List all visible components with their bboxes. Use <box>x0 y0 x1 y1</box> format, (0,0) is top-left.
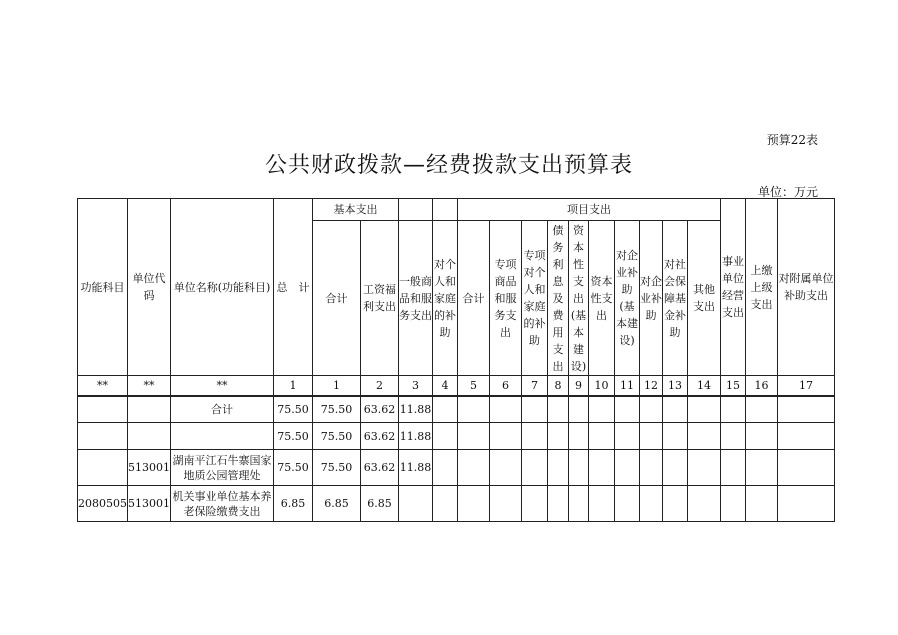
header-blank-2 <box>433 199 458 221</box>
header-capital-basic: 资本性支出(基本建设) <box>569 221 589 376</box>
header-basic: 基本支出 <box>313 199 399 221</box>
header-capital: 资本性支出 <box>589 221 615 376</box>
table-row <box>78 423 835 450</box>
cell-goods: 11.88 <box>399 396 433 423</box>
index-cell: 13 <box>663 376 688 396</box>
index-cell: 10 <box>589 376 615 396</box>
header-blank-1 <box>399 199 433 221</box>
budget-table <box>77 198 835 522</box>
cell-total: 6.85 <box>274 486 313 522</box>
index-cell: 16 <box>746 376 778 396</box>
header-wage: 工资福利支出 <box>361 221 399 376</box>
cell-wage: 6.85 <box>361 486 399 522</box>
cell-goods: 11.88 <box>399 450 433 486</box>
cell-basic-subtotal: 6.85 <box>313 486 361 522</box>
cell-func <box>78 396 128 423</box>
header-upper: 上缴上级支出 <box>746 199 778 376</box>
header-affiliated: 对附属单位补助支出 <box>778 199 835 376</box>
index-cell: 17 <box>778 376 835 396</box>
header-other: 其他支出 <box>688 221 721 376</box>
header-total: 总 计 <box>274 199 313 376</box>
cell-func <box>78 450 128 486</box>
cell-code <box>128 396 171 423</box>
header-project: 项目支出 <box>458 199 721 221</box>
cell-goods <box>399 486 433 522</box>
cell-name: 合计 <box>171 396 274 423</box>
cell-wage: 63.62 <box>361 423 399 450</box>
cell-name <box>171 423 274 450</box>
index-cell: 8 <box>548 376 569 396</box>
index-cell: 5 <box>458 376 490 396</box>
cell-func <box>78 423 128 450</box>
cell-goods: 11.88 <box>399 423 433 450</box>
header-business: 事业单位经营支出 <box>721 199 746 376</box>
cell-basic-subtotal: 75.50 <box>313 450 361 486</box>
index-cell: ** <box>78 376 128 396</box>
index-cell: 2 <box>361 376 399 396</box>
index-cell: 9 <box>569 376 589 396</box>
table-row <box>78 486 835 522</box>
header-debt: 债务利息及费用支出 <box>548 221 569 376</box>
page-title: 公共财政拨款—经费拨款支出预算表 <box>264 153 633 178</box>
index-cell: 7 <box>522 376 548 396</box>
index-cell: ** <box>171 376 274 396</box>
header-basic-subtotal: 合计 <box>313 221 361 376</box>
table-row <box>78 396 835 423</box>
index-cell: 6 <box>490 376 522 396</box>
header-project-personal: 专项对个人和家庭的补助 <box>522 221 548 376</box>
cell-total: 75.50 <box>274 450 313 486</box>
index-cell: 3 <box>399 376 433 396</box>
cell-code: 513001 <box>128 450 171 486</box>
cell-code <box>128 423 171 450</box>
index-row <box>78 376 835 396</box>
unit-label: 单位：万元 <box>757 185 818 199</box>
header-goods: 一般商品和服务支出 <box>399 221 433 376</box>
index-cell: 4 <box>433 376 458 396</box>
header-enterprise: 对企业补助 <box>640 221 663 376</box>
form-number: 预算22表 <box>766 133 818 147</box>
header-func-subject: 功能科目 <box>78 199 128 376</box>
cell-basic-subtotal: 75.50 <box>313 396 361 423</box>
index-cell: 1 <box>274 376 313 396</box>
cell-wage: 63.62 <box>361 396 399 423</box>
cell-wage: 63.62 <box>361 450 399 486</box>
cell-total: 75.50 <box>274 423 313 450</box>
cell-func: 2080505 <box>78 486 128 522</box>
header-project-subtotal: 合计 <box>458 221 490 376</box>
index-cell: 11 <box>615 376 640 396</box>
header-unit-code: 单位代码 <box>128 199 171 376</box>
index-cell: 1 <box>313 376 361 396</box>
header-enterprise-basic: 对企业补助(基本建设) <box>615 221 640 376</box>
header-unit-name: 单位名称(功能科目) <box>171 199 274 376</box>
cell-code: 513001 <box>128 486 171 522</box>
cell-name: 机关事业单位基本养老保险缴费支出 <box>171 486 274 522</box>
header-social: 对社会保障基金补助 <box>663 221 688 376</box>
header-personal: 对个人和家庭的补助 <box>433 221 458 376</box>
cell-total: 75.50 <box>274 396 313 423</box>
index-cell: 15 <box>721 376 746 396</box>
header-project-goods: 专项商品和服务支出 <box>490 221 522 376</box>
cell-basic-subtotal: 75.50 <box>313 423 361 450</box>
index-cell: 14 <box>688 376 721 396</box>
index-cell: 12 <box>640 376 663 396</box>
cell-name: 湖南平江石牛寨国家地质公园管理处 <box>171 450 274 486</box>
index-cell: ** <box>128 376 171 396</box>
table-row <box>78 450 835 486</box>
